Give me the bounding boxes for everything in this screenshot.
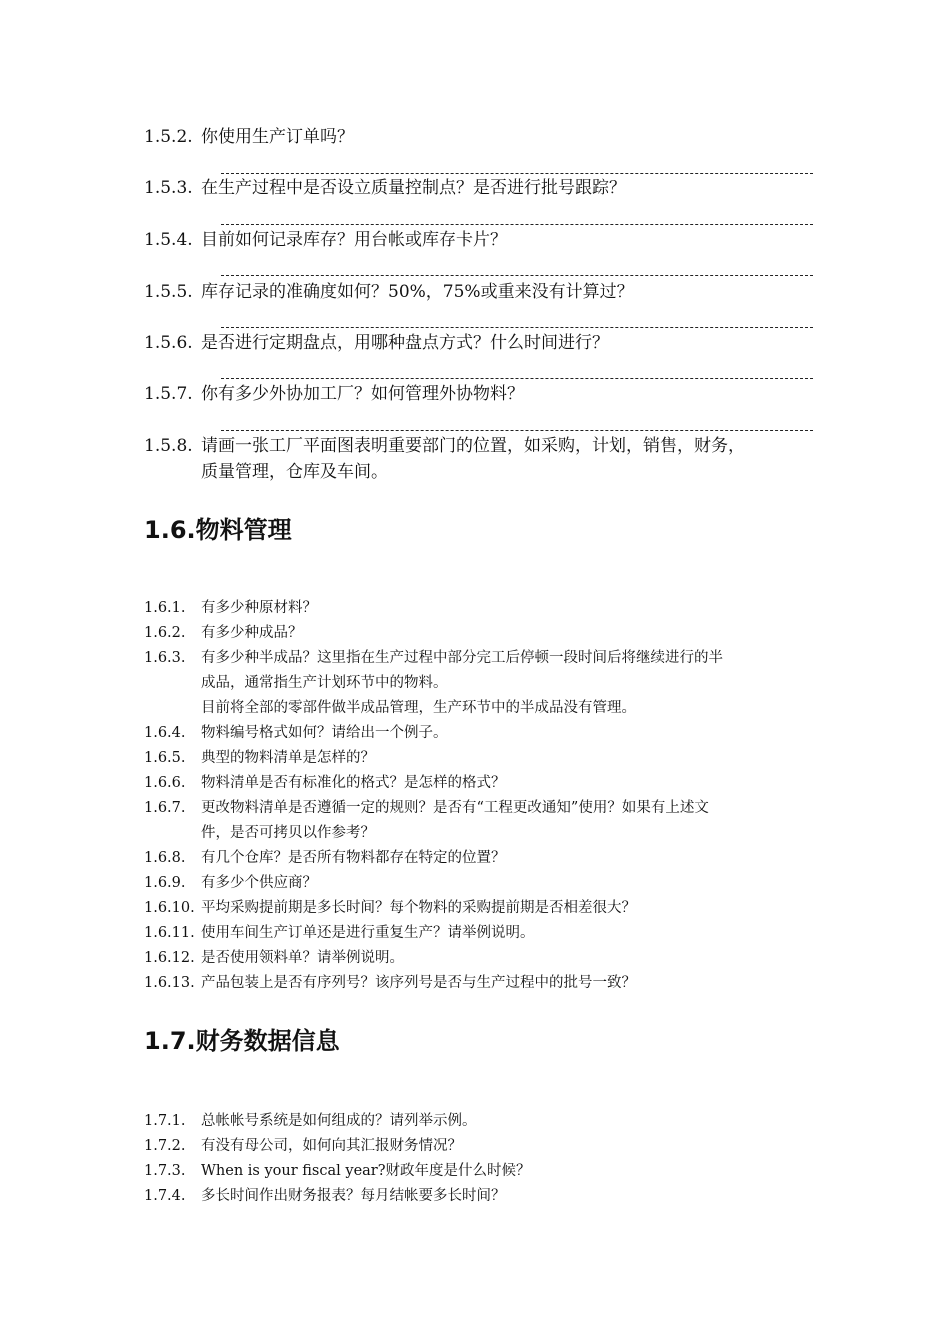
item-number: 1.6.9.	[144, 875, 186, 891]
item-text-line: 有多少种半成品？这里指在生产过程中部分完工后停顿一段时间后将继续进行的半	[201, 650, 723, 666]
item-number: 1.6.12.	[144, 950, 195, 966]
list-item	[144, 1109, 824, 1134]
list-item	[144, 1184, 824, 1209]
list-item	[144, 1134, 824, 1159]
item-text-line: 件，是否可拷贝以作参考？	[201, 825, 375, 841]
item-text: 你有多少外协加工厂？如何管理外协物料？	[201, 384, 524, 404]
list-item	[144, 646, 824, 721]
item-number: 1.6.5.	[144, 750, 186, 766]
item-text: 使用车间生产订单还是进行重复生产？请举例说明。	[201, 925, 535, 941]
answer-line	[221, 224, 813, 225]
list-item	[144, 946, 824, 971]
list-item	[144, 921, 824, 946]
list-item	[144, 596, 824, 621]
item-text: 有没有母公司，如何向其汇报财务情况？	[201, 1138, 462, 1154]
list-item	[144, 1159, 824, 1184]
list-item	[144, 771, 824, 796]
answer-line	[221, 327, 813, 328]
item-number: 1.5.3.	[144, 178, 193, 198]
item-number: 1.7.2.	[144, 1138, 186, 1154]
item-text: 有多少个供应商？	[201, 875, 317, 891]
item-number: 1.6.2.	[144, 625, 186, 641]
list-item	[144, 971, 824, 996]
item-text: 有多少种成品？	[201, 625, 303, 641]
item-number: 1.6.1.	[144, 600, 186, 616]
item-number: 1.6.11.	[144, 925, 195, 941]
item-number: 1.7.1.	[144, 1113, 186, 1129]
item-text: 多长时间作出财务报表？每月结帐要多长时间？	[201, 1188, 506, 1204]
item-text	[201, 433, 816, 485]
item-text-line: 目前将全部的零部件做半成品管理，生产环节中的半成品没有管理。	[201, 700, 636, 716]
item-number: 1.5.7.	[144, 384, 193, 404]
item-text: 产品包装上是否有序列号？该序列号是否与生产过程中的批号一致？	[201, 975, 636, 991]
item-number: 1.5.6.	[144, 333, 193, 353]
list-item	[144, 871, 824, 896]
answer-line	[221, 173, 813, 174]
list-item	[144, 796, 824, 846]
list-item	[144, 896, 824, 921]
item-text: 物料清单是否有标准化的格式？是怎样的格式？	[201, 775, 506, 791]
item-text-line: 成品，通常指生产计划环节中的物料。	[201, 675, 448, 691]
item-text: 有多少种原材料？	[201, 600, 317, 616]
item-number: 1.6.3.	[144, 650, 186, 666]
answer-line	[221, 275, 813, 276]
materials-question-list	[144, 596, 824, 996]
item-number: 1.6.13.	[144, 975, 195, 991]
item-text: 你使用生产订单吗？	[201, 127, 354, 147]
item-text: 是否进行定期盘点，用哪种盘点方式？什么时间进行？	[201, 333, 609, 353]
item-number: 1.6.6.	[144, 775, 186, 791]
item-number: 1.6.4.	[144, 725, 186, 741]
item-text: 库存记录的准确度如何？50%，75%或重来没有计算过？	[201, 282, 634, 302]
section-heading: 1.6.物料管理	[144, 516, 292, 544]
item-number: 1.5.4.	[144, 230, 193, 250]
answer-line	[221, 430, 813, 431]
item-number: 1.5.8.	[144, 436, 193, 456]
item-number: 1.6.8.	[144, 850, 186, 866]
finance-question-list	[144, 1109, 824, 1209]
item-text: 平均采购提前期是多长时间？每个物料的采购提前期是否相差很大？	[201, 900, 636, 916]
item-number: 1.6.10.	[144, 900, 195, 916]
item-text: 是否使用领料单？请举例说明。	[201, 950, 404, 966]
item-text: 在生产过程中是否设立质量控制点？是否进行批号跟踪？	[201, 178, 626, 198]
item-text: When is your fiscal year?财政年度是什么时候？	[201, 1163, 531, 1179]
item-text: 总帐帐号系统是如何组成的？请列举示例。	[201, 1113, 477, 1129]
item-text: 目前如何记录库存？用台帐或库存卡片？	[201, 230, 507, 250]
item-number: 1.5.5.	[144, 282, 193, 302]
list-item	[144, 746, 824, 771]
item-text: 物料编号格式如何？请给出一个例子。	[201, 725, 448, 741]
list-item	[144, 721, 824, 746]
item-text: 典型的物料清单是怎样的？	[201, 750, 375, 766]
item-text-line: 请画一张工厂平面图表明重要部门的位置，如采购，计划，销售，财务，	[201, 436, 745, 456]
item-text-line: 质量管理，仓库及车间。	[201, 462, 388, 482]
answer-line	[221, 378, 813, 379]
item-number: 1.7.4.	[144, 1188, 186, 1204]
list-item	[144, 846, 824, 871]
item-number: 1.7.3.	[144, 1163, 186, 1179]
list-item	[144, 621, 824, 646]
item-number: 1.6.7.	[144, 800, 186, 816]
item-text: 有几个仓库？是否所有物料都存在特定的位置？	[201, 850, 506, 866]
item-text-line: 更改物料清单是否遵循一定的规则？是否有“工程更改通知”使用？如果有上述文	[201, 800, 709, 816]
section-heading: 1.7.财务数据信息	[144, 1027, 340, 1055]
item-number: 1.5.2.	[144, 127, 193, 147]
